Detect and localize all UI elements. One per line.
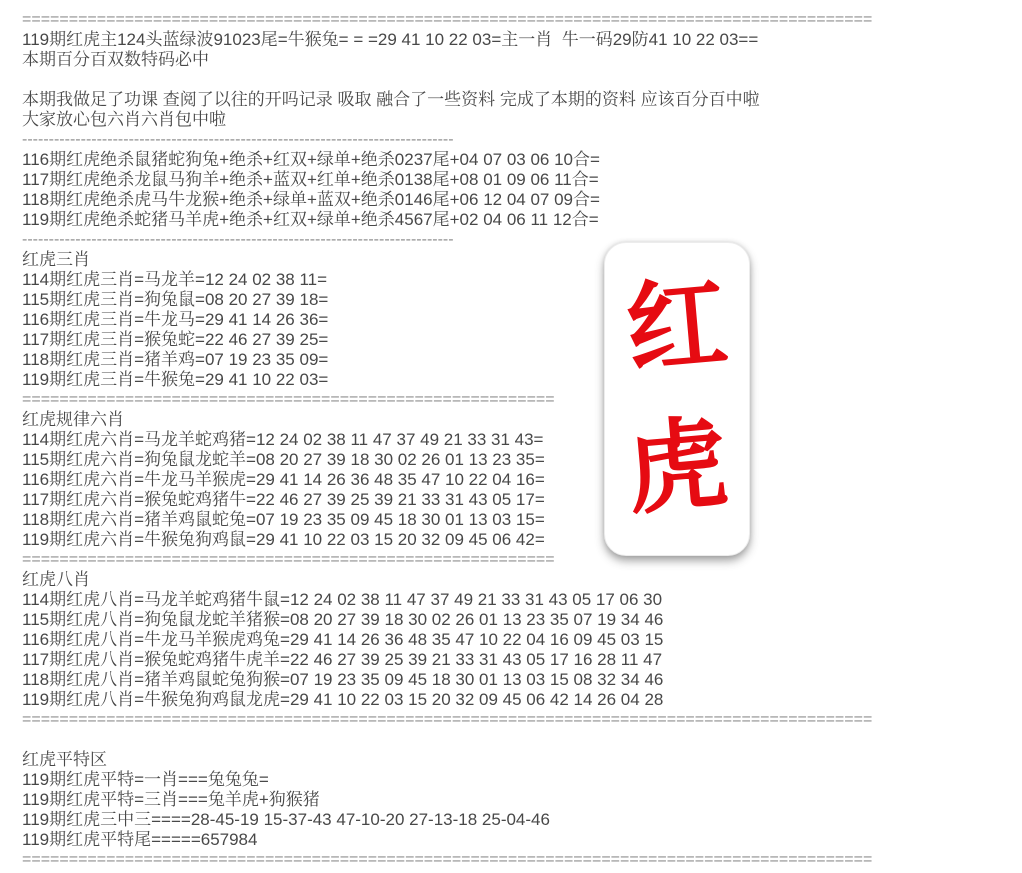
- liuxiao-row: 118期红虎六肖=猪羊鸡鼠蛇兔=07 19 23 35 09 45 18 30 01 13 03 15=: [22, 510, 545, 529]
- baxiao-row: 116期红虎八肖=牛龙马羊猴虎鸡兔=29 41 14 26 36 48 35 47 10 22 04 16 09 45 03 15: [22, 630, 664, 649]
- sanxiao-row: 114期红虎三肖=马龙羊=12 24 02 38 11=: [22, 270, 328, 289]
- sanxiao-row: 115期红虎三肖=狗兔鼠=08 20 27 39 18=: [22, 290, 329, 309]
- text-content: [22, 10, 1022, 870]
- baxiao-row: 119期红虎八肖=牛猴兔狗鸡鼠龙虎=29 41 10 22 03 15 20 32 09 45 06 42 14 26 04 28: [22, 690, 664, 709]
- baxiao-row: 117期红虎八肖=猴兔蛇鸡猪牛虎羊=22 46 27 39 25 39 21 33 31 43 05 17 16 28 11 47: [22, 650, 663, 669]
- headline: 119期红虎主124头蓝绿波91023尾=牛猴兔= = =29 41 10 22 03=主一肖 牛一码29防41 10 22 03==: [22, 30, 759, 49]
- badge-char-hu: 虎: [622, 403, 732, 530]
- liuxiao-row: 117期红虎六肖=猴兔蛇鸡猪牛=22 46 27 39 25 39 21 33 31 43 05 17=: [22, 490, 545, 509]
- liuxiao-row: 115期红虎六肖=狗兔鼠龙蛇羊=08 20 27 39 18 30 02 26 01 13 23 35=: [22, 450, 545, 469]
- section-title-liuxiao: 红虎规律六肖: [22, 410, 124, 429]
- liuxiao-row: 114期红虎六肖=马龙羊蛇鸡猪=12 24 02 38 11 47 37 49 21 33 31 43=: [22, 430, 544, 449]
- juesha-row: 116期红虎绝杀鼠猪蛇狗兔+绝杀+红双+绿单+绝杀0237尾+04 07 03 06 10合=: [22, 150, 600, 169]
- equals-separator-medium-1: =========================================================: [22, 391, 555, 408]
- liuxiao-row: 116期红虎六肖=牛龙马羊猴虎=29 41 14 26 36 48 35 47 10 22 04 16=: [22, 470, 545, 489]
- sanxiao-row: 119期红虎三肖=牛猴兔=29 41 10 22 03=: [22, 370, 329, 389]
- juesha-row: 117期红虎绝杀龙鼠马狗羊+绝杀+蓝双+红单+绝杀0138尾+08 01 09 06 11合=: [22, 170, 599, 189]
- liuxiao-row: 119期红虎六肖=牛猴兔狗鸡鼠=29 41 10 22 03 15 20 32 09 45 06 42=: [22, 530, 545, 549]
- dash-separator-2: ---------------------------------------------------------------------------------: [22, 231, 454, 248]
- baxiao-row: 114期红虎八肖=马龙羊蛇鸡猪牛鼠=12 24 02 38 11 47 37 49 21 33 31 43 05 17 06 30: [22, 590, 663, 609]
- pingte-row: 119期红虎平特=三肖===兔羊虎+狗猴猪: [22, 790, 320, 809]
- sanxiao-row: 117期红虎三肖=猴兔蛇=22 46 27 39 25=: [22, 330, 329, 349]
- equals-separator-bottom: ===========================================================================================: [22, 851, 873, 868]
- baxiao-row: 118期红虎八肖=猪羊鸡鼠蛇兔狗猴=07 19 23 35 09 45 18 30 01 13 03 15 08 32 34 46: [22, 670, 664, 689]
- section-title-sanxiao: 红虎三肖: [22, 250, 90, 269]
- blank-line: [22, 70, 1022, 90]
- section-title-baxiao: 红虎八肖: [22, 570, 90, 589]
- equals-separator-full-2: ===========================================================================================: [22, 711, 873, 728]
- juesha-row: 118期红虎绝杀虎马牛龙猴+绝杀+绿单+蓝双+绝杀0146尾+06 12 04 07 09合=: [22, 190, 600, 209]
- baxiao-row: 115期红虎八肖=狗兔鼠龙蛇羊猪猴=08 20 27 39 18 30 02 26 01 13 23 35 07 19 34 46: [22, 610, 664, 629]
- dash-separator-1: ---------------------------------------------------------------------------------: [22, 131, 454, 148]
- pingte-row: 119期红虎三中三====28-45-19 15-37-43 47-10-20 27-13-18 25-04-46: [22, 810, 550, 829]
- sanxiao-row: 116期红虎三肖=牛龙马=29 41 14 26 36=: [22, 310, 329, 329]
- juesha-row: 119期红虎绝杀蛇猪马羊虎+绝杀+红双+绿单+绝杀4567尾+02 04 06 11 12合=: [22, 210, 599, 229]
- equals-separator-top: ===========================================================================================: [22, 11, 873, 28]
- blank-line: [22, 730, 1022, 750]
- sanxiao-row: 118期红虎三肖=猪羊鸡=07 19 23 35 09=: [22, 350, 329, 369]
- pingte-row: 119期红虎平特尾=====657984: [22, 830, 258, 849]
- badge-char-hong: 红: [622, 263, 732, 390]
- red-tiger-badge: [604, 242, 750, 556]
- sub-headline: 本期百分百双数特码必中: [22, 50, 209, 69]
- pingte-row: 119期红虎平特=一肖===兔兔兔=: [22, 770, 269, 789]
- equals-separator-medium-2: =========================================================: [22, 551, 555, 568]
- section-title-pingte: 红虎平特区: [22, 750, 107, 769]
- note-line-1: 本期我做足了功课 查阅了以往的开吗记录 吸取 融合了一些资料 完成了本期的资料 应该百分百中啦: [22, 90, 760, 109]
- note-line-2: 大家放心包六肖六肖包中啦: [22, 110, 226, 129]
